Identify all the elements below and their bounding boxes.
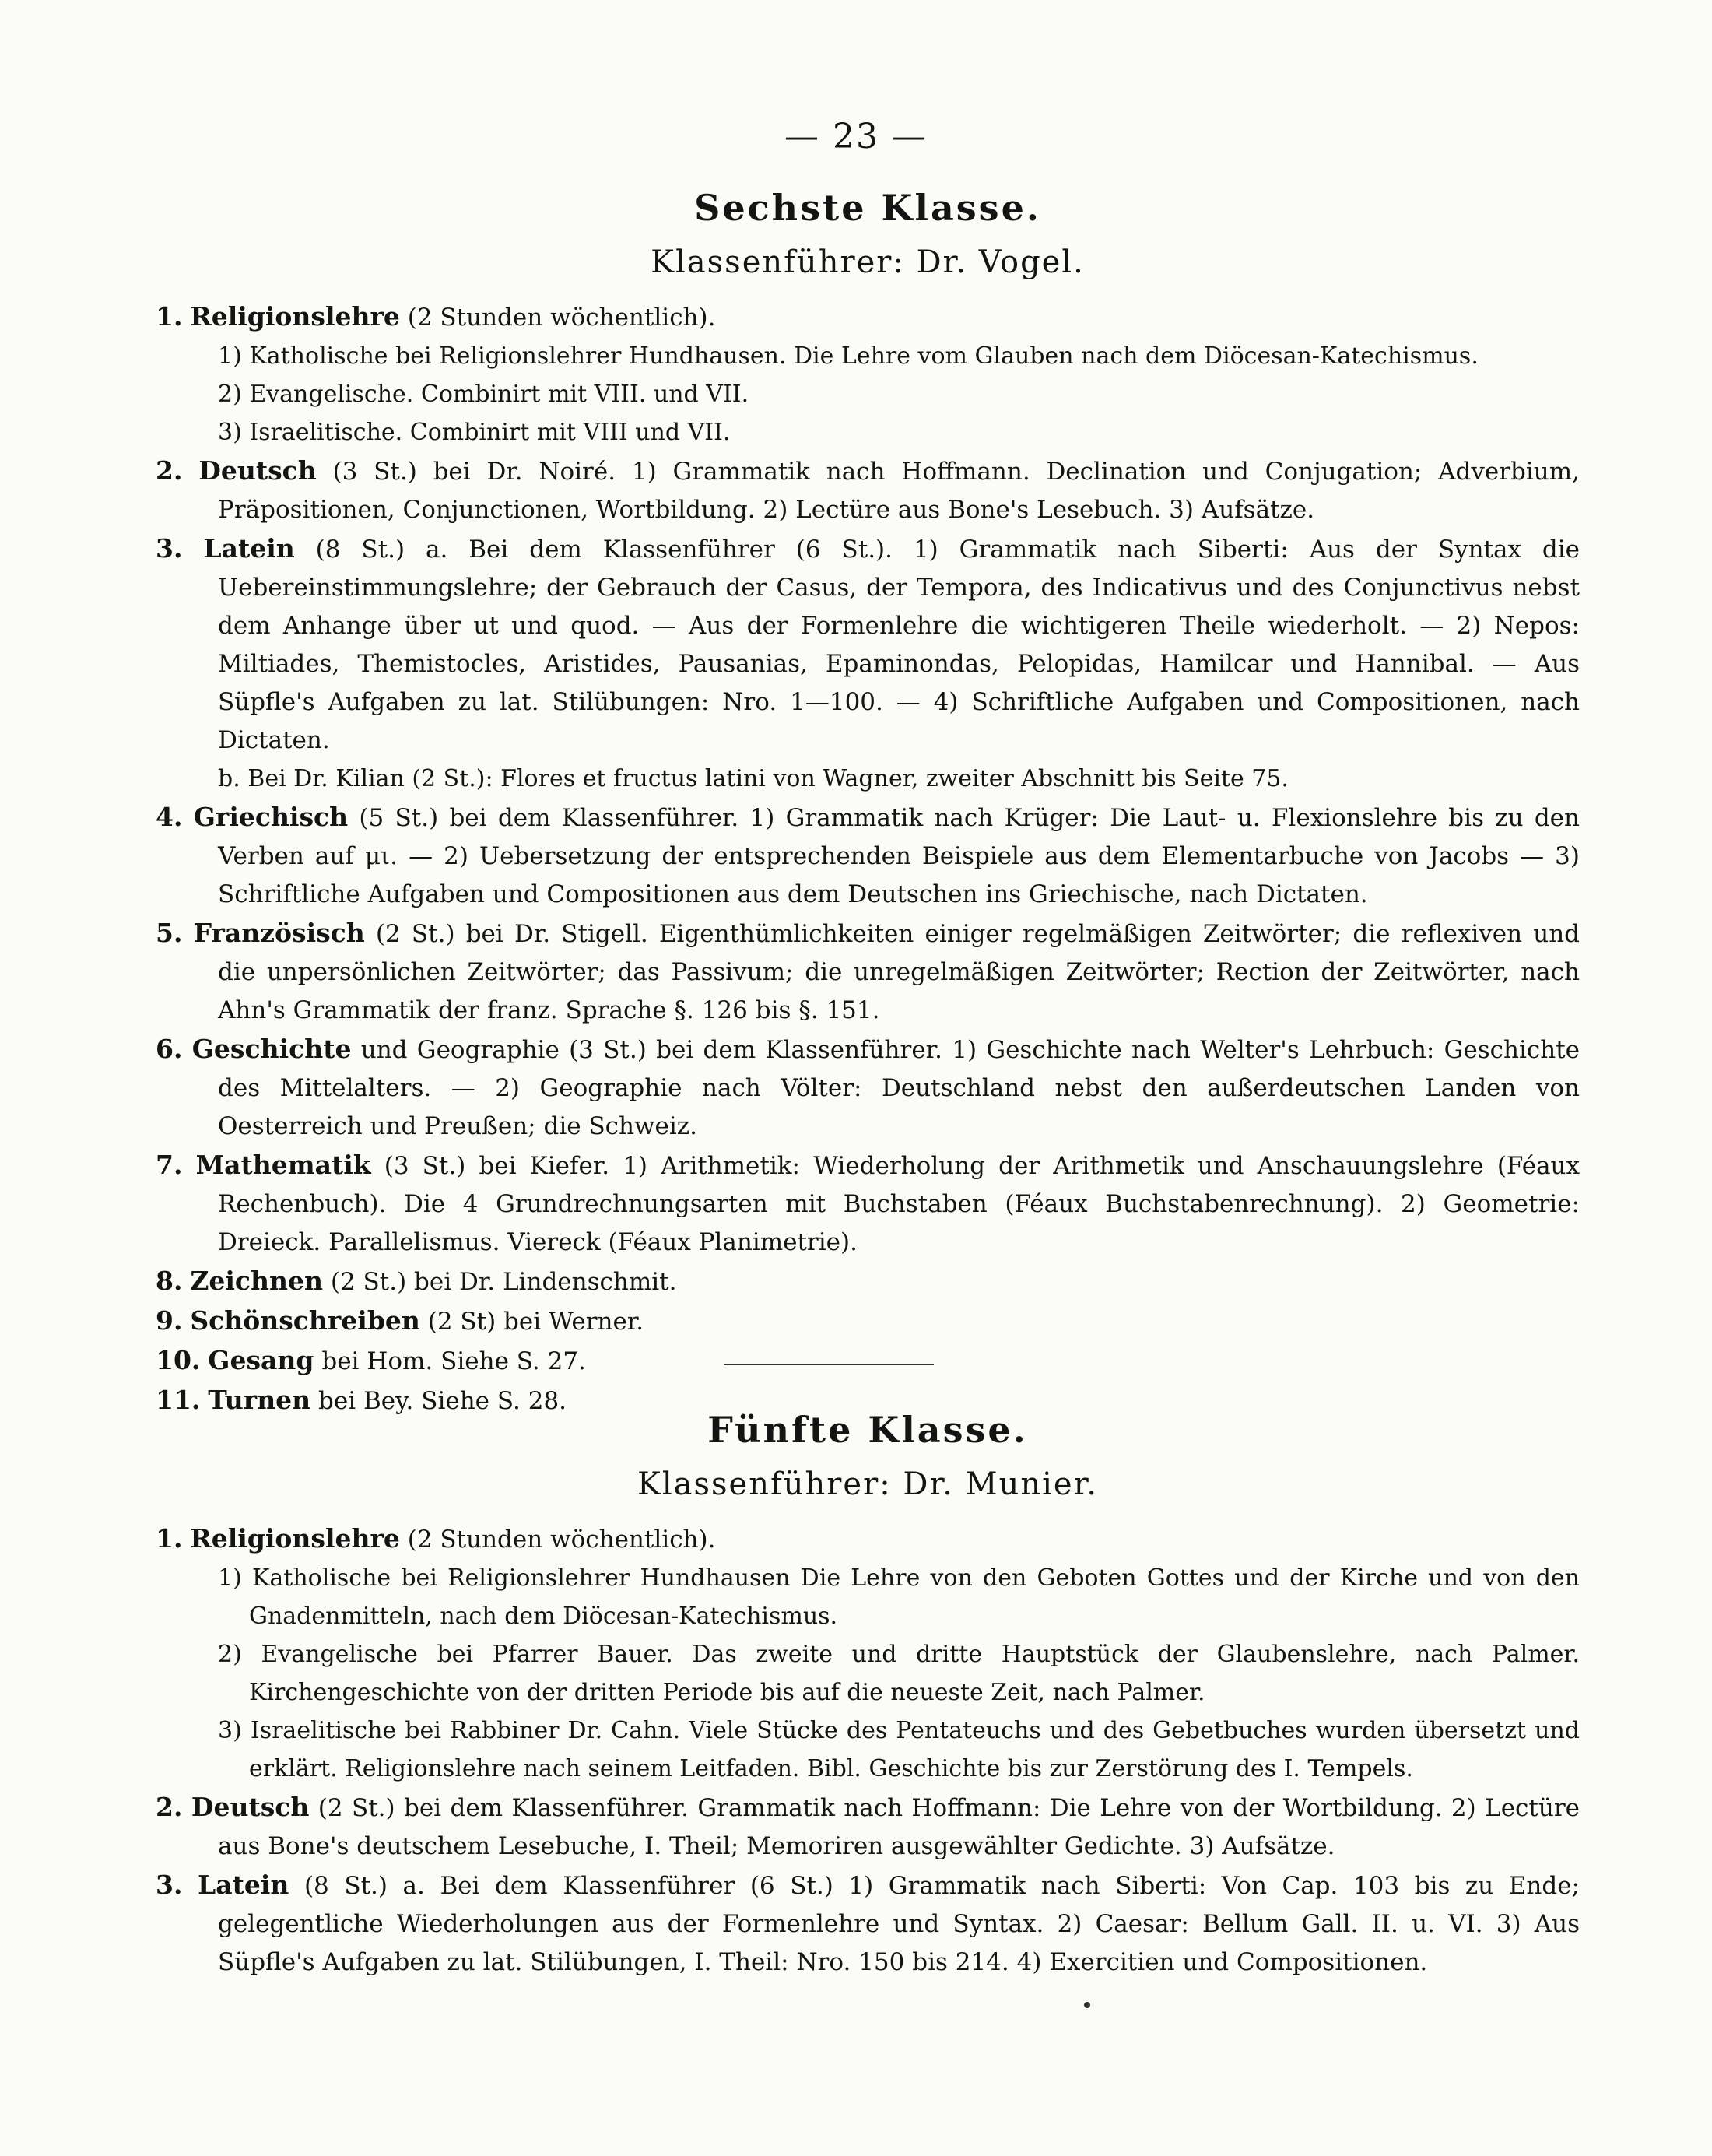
subject-number: 5. <box>156 918 183 948</box>
subject-name: Religionslehre <box>190 301 400 332</box>
page-number: — 23 — <box>784 117 928 156</box>
subject-text: (2 St.) bei Dr. Lindenschmit. <box>323 1268 677 1296</box>
subject-text: (2 Stunden wöchentlich). <box>399 1526 716 1554</box>
section-divider <box>724 1364 934 1365</box>
sub-item: 1) Katholische bei Religionslehrer Hundhausen. Die Lehre vom Glauben nach dem Diöcesan-Katechismus. <box>218 342 1479 370</box>
subject-name: Griechisch <box>193 802 349 832</box>
subject-name: Französisch <box>193 918 365 948</box>
subject-name: Deutsch <box>198 455 317 486</box>
subject-text: (2 St) bei Werner. <box>419 1308 644 1336</box>
subject-deutsch <box>156 1788 1580 1866</box>
subject-latein <box>156 1866 1580 1982</box>
subject-name: Latein <box>203 533 295 564</box>
subject-religionslehre <box>156 297 1580 337</box>
subject-name: Deutsch <box>191 1792 310 1822</box>
subject-geschichte <box>156 1030 1580 1146</box>
subject-text: (8 St.) a. Bei dem Klassenführer (6 St.). 1) Grammatik nach Siberti: Aus der Syntax die Uebereinstimmungslehre; der Gebrauch der Casus, der Tempora, des Indicativus und des Conjunctivus nebst dem Anhange über ut und quod. — Aus der Formenlehre die wichtigeren Theile wiederholt. — 2) Nepos: Miltiades, Themistocles, Aristides, Pausanias, Epaminondas, Pelopidas, Hamilcar und Hannibal. — Aus Süpfle's Aufgaben zu lat. Stilübungen: Nro. 1—100. — 4) Schriftliche Aufgaben und Compositionen, nach Dictaten. <box>218 535 1580 754</box>
class-teacher: Klassenführer: Dr. Munier. <box>637 1466 1099 1502</box>
subject-name: Gesang <box>208 1345 314 1375</box>
sub-item: 3) Israelitische bei Rabbiner Dr. Cahn. Viele Stücke des Pentateuchs und des Gebetbuches wurden übersetzt und erklärt. Religionslehre nach seinem Leitfaden. Bibl. Geschichte bis zur Zerstörung des I. Tempels. <box>218 1717 1580 1782</box>
subject-name: Geschichte <box>191 1034 352 1064</box>
subject-name: Schönschreiben <box>190 1305 420 1336</box>
subject-name: Zeichnen <box>190 1266 324 1296</box>
subject-text: (5 St.) bei dem Klassenführer. 1) Grammatik nach Krüger: Die Laut- u. Flexionslehre bis zu den Verben auf μι. — 2) Uebersetzung der entsprechenden Beispiele aus dem Elementarbuche von Jacobs — 3) Schriftliche Aufgaben und Compositionen aus dem Deutschen ins Griechische, nach Dictaten. <box>218 804 1580 908</box>
subject-latein <box>156 529 1580 760</box>
class-teacher: Klassenführer: Dr. Vogel. <box>651 244 1085 280</box>
subject-number: 2. <box>156 1792 183 1822</box>
ink-dot <box>1084 2002 1090 2008</box>
sub-item: 3) Israelitische. Combinirt mit VIII und VII. <box>218 419 731 446</box>
subject-text: (2 St.) bei dem Klassenführer. Grammatik nach Hoffmann: Die Lehre von der Wortbildung. 2) Lectüre aus Bone's deutschem Lesebuche, I. Theil; Memoriren ausgewählter Gedichte. 3) Aufsätze. <box>218 1794 1580 1860</box>
subject-number: 3. <box>156 533 183 564</box>
subject-schoenschreiben <box>156 1301 1580 1341</box>
sub-item: 1) Katholische bei Religionslehrer Hundhausen Die Lehre von den Geboten Gottes und der Kirche und von den Gnadenmitteln, nach dem Diöcesan-Katechismus. <box>218 1564 1580 1630</box>
subject-number: 6. <box>156 1034 183 1064</box>
sub-item: b. Bei Dr. Kilian (2 St.): Flores et fructus latini von Wagner, zweiter Abschnitt bis Seite 75. <box>218 765 1289 792</box>
subject-gesang <box>156 1341 1580 1381</box>
subject-zeichnen <box>156 1262 1580 1301</box>
subject-number: 9. <box>156 1305 183 1336</box>
sub-item: 2) Evangelische. Combinirt mit VIII. und VII. <box>218 381 749 408</box>
subject-number: 11. <box>156 1385 201 1415</box>
subject-text: (3 St.) bei Dr. Noiré. 1) Grammatik nach Hoffmann. Declination und Conjugation; Adverbium, Präpositionen, Conjunctionen, Wortbildung. 2) Lectüre aus Bone's Lesebuch. 3) Aufsätze. <box>218 458 1580 524</box>
subject-number: 3. <box>156 1870 183 1900</box>
subject-name: Religionslehre <box>190 1523 400 1554</box>
subject-text: (8 St.) a. Bei dem Klassenführer (6 St.) 1) Grammatik nach Siberti: Von Cap. 103 bis zu Ende; gelegentliche Wiederholungen aus der Formenlehre und Syntax. 2) Caesar: Bellum Gall. II. u. VI. 3) Aus Süpfle's Aufgaben zu lat. Stilübungen, I. Theil: Nro. 150 bis 214. 4) Exercitien und Compositionen. <box>218 1872 1580 1976</box>
subject-name: Mathematik <box>195 1150 371 1180</box>
subject-number: 8. <box>156 1266 183 1296</box>
subject-text: und Geographie (3 St.) bei dem Klassenführer. 1) Geschichte nach Welter's Lehrbuch: Geschichte des Mittelalters. — 2) Geographie nach Völter: Deutschland nebst den außerdeutschen Landen von Oesterreich und Preußen; die Schweiz. <box>218 1036 1580 1140</box>
subject-name: Latein <box>198 1870 289 1900</box>
subject-text: (3 St.) bei Kiefer. 1) Arithmetik: Wiederholung der Arithmetik und Anschauungslehre (Féaux Rechenbuch). Die 4 Grundrechnungsarten mit Buchstaben (Féaux Buchstabenrechnung). 2) Geometrie: Dreieck. Parallelismus. Viereck (Féaux Planimetrie). <box>218 1152 1580 1256</box>
subject-number: 2. <box>156 455 183 486</box>
section-sechste-klasse <box>156 187 1580 1420</box>
subject-number: 1. <box>156 1523 183 1554</box>
subject-text: bei Bey. Siehe S. 28. <box>310 1387 567 1415</box>
section-title: Fünfte Klasse. <box>707 1409 1028 1451</box>
subject-number: 1. <box>156 301 183 332</box>
subject-religionslehre <box>156 1519 1580 1559</box>
subject-text: (2 St.) bei Dr. Stigell. Eigenthümlichkeiten einiger regelmäßigen Zeitwörter; die reflexiven und die unpersönlichen Zeitwörter; das Passivum; die unregelmäßigen Zeitwörter; Rection der Zeitwörter, nach Ahn's Grammatik der franz. Sprache §. 126 bis §. 151. <box>218 920 1580 1024</box>
subject-number: 4. <box>156 802 183 832</box>
subject-number: 7. <box>156 1150 183 1180</box>
section-fuenfte-klasse <box>156 1409 1580 1982</box>
section-title: Sechste Klasse. <box>694 187 1041 229</box>
subject-griechisch <box>156 798 1580 914</box>
subject-name: Turnen <box>208 1385 311 1415</box>
subject-mathematik <box>156 1146 1580 1262</box>
subject-franzoesisch <box>156 914 1580 1030</box>
subject-number: 10. <box>156 1345 201 1375</box>
sub-item: 2) Evangelische bei Pfarrer Bauer. Das zweite und dritte Hauptstück der Glaubenslehre, nach Palmer. Kirchengeschichte von der dritten Periode bis auf die neueste Zeit, nach Palmer. <box>218 1641 1580 1706</box>
subject-deutsch <box>156 451 1580 529</box>
subject-text: bei Hom. Siehe S. 27. <box>314 1347 586 1375</box>
subject-text: (2 Stunden wöchentlich). <box>399 304 716 332</box>
